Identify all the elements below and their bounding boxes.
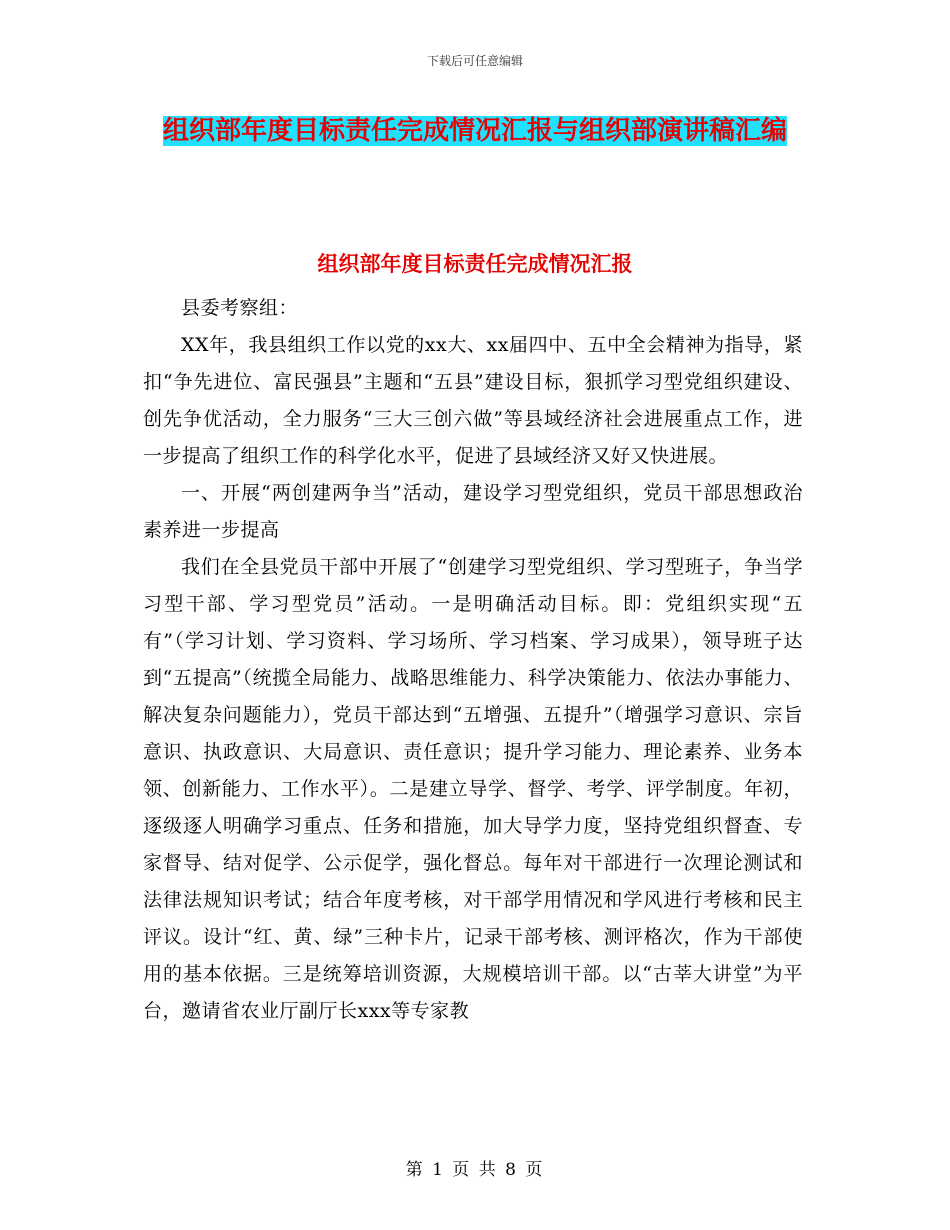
document-title-text: 组织部年度目标责任完成情况汇报与组织部演讲稿汇编 (162, 116, 787, 146)
page-number: 第 1 页 共 8 页 (405, 1160, 545, 1180)
salutation-paragraph: 县委考察组： (181, 297, 299, 319)
intro-paragraph: XX年，我县组织工作以党的xx大、xx届四中、五中全会精神为指导，紧扣“争先进位、富民强县”主题和“五县”建设目标，狠抓学习型党组织建设、创先争优活动，全力服务“三大三创六做”等县域经济社会进展重点工作，进一步提高了组织工作的科学化水平，促进了县域经济又好又快进展。 (143, 334, 803, 467)
page-header-note: 下载后可任意编辑 (426, 54, 523, 68)
heading-one-paragraph: 一、开展“两创建两争当”活动，建设学习型党组织，党员干部思想政治素养进一步提高 (143, 482, 803, 541)
document-title (145, 108, 805, 154)
section-title: 组织部年度目标责任完成情况汇报 (317, 252, 633, 276)
detail-paragraph: 我们在全县党员干部中开展了“创建学习型党组织、学习型班子，争当学习型干部、学习型党员”活动。一是明确活动目标。即：党组织实现“五有”（学习计划、学习资料、学习场所、学习档案、学习成果），领导班子达到“五提高”（统揽全局能力、战略思维能力、科学决策能力、依法办事能力、解决复杂问题能力），党员干部达到“五增强、五提升”（增强学习意识、宗旨意识、执政意识、大局意识、责任意识；提升学习能力、理论素养、业务本领、创新能力、工作水平）。二是建立导学、督学、考学、评学制度。年初，逐级逐人明确学习重点、任务和措施，加大导学力度，坚持党组织督查、专家督导、结对促学、公示促学，强化督总。每年对干部进行一次理论测试和法律法规知识考试；结合年度考核，对干部学用情况和学风进行考核和民主评议。设计“红、黄、绿”三种卡片，记录干部考核、测评格次，作为干部使用的基本依据。三是统筹培训资源，大规模培训干部。以“古莘大讲堂”为平台，邀请省农业厅副厅长xxx等专家教 (143, 556, 803, 1022)
document-body (143, 290, 803, 1030)
